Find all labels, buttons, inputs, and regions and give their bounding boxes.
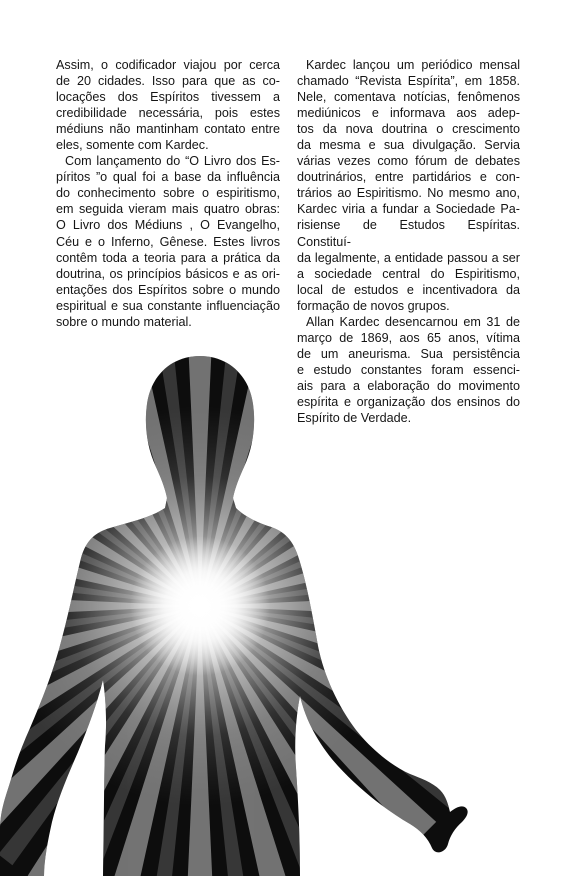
text-line: Allan Kardec desencarnou em 31 de	[306, 314, 520, 329]
paragraph	[56, 153, 280, 330]
text-line: de um aneurisma. Sua persistência	[297, 346, 520, 361]
text-line: Kardec lançou um periódico mensal	[306, 58, 520, 72]
text-line: médiuns não mantinham contato entre	[56, 122, 280, 137]
text-line: mediúnicos e informava aos adep-	[297, 106, 520, 121]
text-column-right	[297, 57, 520, 426]
paragraph	[56, 57, 280, 153]
text-line: sobre o mundo material.	[56, 314, 192, 329]
text-line: março de 1869, aos 65 anos, vítima	[297, 330, 520, 345]
text-line: Assim, o codificador viajou por cerca	[56, 58, 280, 72]
text-line: Nele, comentava notícias, fenômenos	[297, 90, 520, 105]
text-line: da legalmente, a entidade passou a ser	[297, 250, 520, 265]
text-line: risiense de Estudos Espíritas. Constituí-	[297, 218, 520, 249]
text-line: Espírito de Verdade.	[297, 411, 412, 426]
text-line: ais para a elaboração do movimento	[297, 378, 520, 393]
text-line: local de estudos e incentivadora da	[297, 282, 520, 297]
paragraph	[297, 314, 520, 426]
text-line: do conhecimento sobre o espiritismo,	[56, 186, 280, 201]
text-line: tos da nova doutrina o crescimento	[297, 122, 520, 137]
text-line: contêm toda a teoria para a prática da	[56, 250, 280, 265]
text-line: várias vezes como fórum de debates	[297, 154, 520, 169]
text-line: doutrinários, entre partidários e con-	[297, 170, 520, 185]
text-line: em seguida vieram mais quatro obras:	[56, 202, 280, 217]
text-line: da mesma e sua divulgação. Servia	[297, 138, 520, 153]
text-line: de 20 cidades. Isso para que as co-	[56, 74, 280, 89]
text-line: chamado “Revista Espírita”, em 1858.	[297, 74, 520, 89]
text-line: Com lançamento do “O Livro dos Es-	[65, 154, 280, 169]
text-line: a sociedade central do Espiritismo,	[297, 266, 520, 281]
text-line: Céu e o Inferno, Gênese. Estes livros	[56, 234, 280, 249]
text-line: doutrina, os princípios básicos e as ori-	[56, 266, 280, 281]
text-line: formação de novos grupos.	[297, 298, 450, 313]
text-line: credibilidade necessária, pois estes	[56, 106, 280, 121]
text-line: espírita e organização dos ensinos do	[297, 394, 520, 409]
text-line: píritos ”o qual foi a base da influência	[56, 170, 280, 185]
text-line: e estudo constantes foram essenci-	[297, 362, 520, 377]
text-column-left	[56, 57, 280, 330]
text-line: O Livro dos Médiuns , O Evangelho,	[56, 218, 280, 233]
text-line: espiritual e sua constante influenciação	[56, 298, 280, 313]
text-line: eles, somente com Kardec.	[56, 138, 209, 153]
text-line: entações dos Espíritos sobre o mundo	[56, 282, 280, 297]
text-line: trários ao Espiritismo. No mesmo ano,	[297, 186, 520, 201]
text-line: locações dos Espíritos tivessem a	[56, 90, 280, 105]
text-line: Kardec viria a fundar a Sociedade Pa-	[297, 202, 520, 217]
paragraph	[297, 57, 520, 314]
